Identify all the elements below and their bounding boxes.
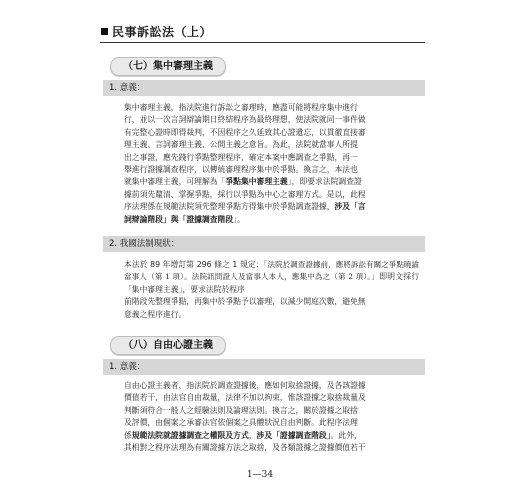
section-8-title: （八）自由心證主義: [110, 336, 226, 355]
text: 就集中審理主義，可理解為「: [124, 177, 226, 187]
section-8-sub1-label: 1. 意義：: [103, 359, 425, 375]
section-8-sub1-paragraph: [124, 380, 419, 454]
bold-term: 詞辯論階段: [124, 214, 163, 224]
line: 舉進行證據調查程序，以傳統審理程序集中於爭點。換言之，本法也: [124, 165, 358, 175]
line: 其相對之程序法理為有關證據方法之取捨，及各類證據之證據價值若干: [124, 443, 366, 453]
page-number: 1—34: [246, 470, 274, 480]
text: 」即明文採行「集中審理主義」，要求法院於程序: [124, 272, 420, 294]
line: [124, 259, 419, 296]
text: 序法理係在規範法院須先整理爭點方得集中於爭點調查證據，: [124, 202, 335, 212]
text: 本法於 89 年增訂第 296 條之 1 規定：「: [124, 260, 268, 269]
line: [124, 214, 419, 226]
bold-term: 」與「: [162, 214, 187, 224]
section-7-sub2-label: 2. 我國法制現狀：: [103, 236, 425, 252]
header-title: 民事訴訟法（上）: [112, 25, 213, 39]
line: 意義之程序進行。: [124, 309, 187, 319]
line: 自由心證主義者，指法院於調查證據後，應如何取捨證據，及各該證據: [124, 381, 366, 390]
text: 。此外，: [330, 430, 362, 440]
bold-term: 爭點集中審理主義: [225, 177, 288, 187]
header-square-bullet: [101, 28, 108, 35]
header-rule: [100, 42, 425, 43]
line: 出之事證，應先踐行爭點整理程序，確定本案中應調查之爭點，再一: [124, 152, 358, 162]
text: 」，即要求法院調查證: [287, 177, 362, 187]
line: 及評價，由個案之承審法官依個案之具體狀況自由判斷。此程序法理: [124, 418, 358, 428]
running-header: [0, 0, 520, 55]
line: [124, 430, 419, 442]
line: 集中審理主義，指法院進行訴訟之審理時，應盡可能將程序集中進行: [124, 103, 358, 112]
section-7-title: （七）集中審理主義: [110, 57, 226, 76]
section-7-sub2-paragraph: [124, 259, 419, 321]
text: ，: [248, 430, 257, 440]
line: 價值若干，由法官自由裁量，法律不加以拘束，惟該證據之取捨裁量及: [124, 393, 366, 403]
statute-quote: 法院於調查證據前，應將訴訟有關之爭點曉諭當事人（第 1 項）。法院訊問證人及當事人本人，應集中為之（第 2 項）。: [124, 260, 419, 282]
line: [124, 176, 419, 188]
line: 行，並以一次言詞辯論期日終結程序為最終理想，使法院就同一事件做: [124, 115, 366, 125]
line: 理主義、言詞審理主義、公開主義之意旨。為此，法院就當事人所提: [124, 140, 358, 150]
section-7-sub1-paragraph: [124, 102, 419, 226]
text: 係: [124, 430, 132, 440]
bold-term: 規範法院就證據調查之權限及方式: [131, 430, 249, 440]
section-7-sub1-label: 1. 意義：: [103, 80, 425, 96]
line: 有完整心證時即得裁判，不因程序之久延致其心證遺忘，以貫徹直接審: [124, 127, 366, 137]
line: [124, 201, 419, 213]
bold-term: 涉及「證據調查階段」: [256, 430, 331, 440]
line: 判斷須符合一般人之經驗法則及論理法則。換言之，關於證據之取捨: [124, 405, 358, 415]
line: 前階段先整理爭點，再集中於爭點予以審理，以減少開庭次數，避免無: [124, 297, 366, 307]
line: 據前須先釐清、掌握爭點，採行以爭點為中心之審理方式。是以，此程: [124, 189, 366, 199]
text: 」。: [233, 214, 245, 224]
bold-term: 證據調查階段: [186, 214, 234, 224]
bold-term: 涉及「言: [334, 202, 366, 212]
